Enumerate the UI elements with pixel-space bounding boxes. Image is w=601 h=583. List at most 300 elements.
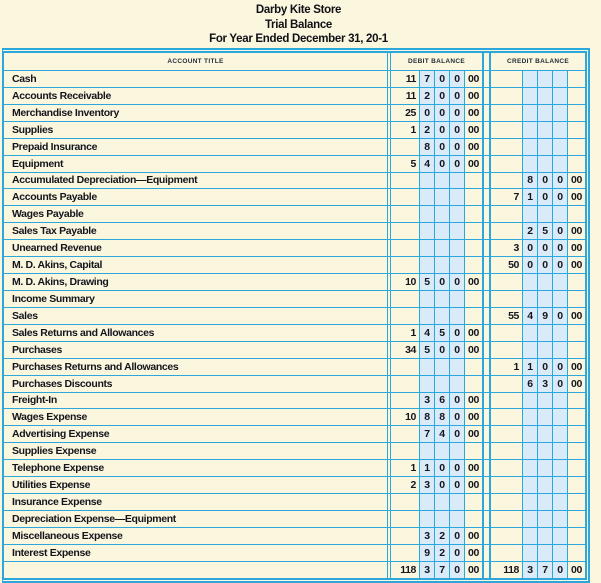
amount-digit-cell <box>522 409 537 425</box>
debit-amount-cell <box>387 494 484 510</box>
amount-digit-cell: 0 <box>449 393 464 409</box>
amount-digit-cell: 00 <box>464 460 482 476</box>
amount-digit-cell <box>391 359 419 375</box>
table-row <box>4 205 585 222</box>
debit-amount-cell <box>387 173 484 189</box>
account-title-cell: Accounts Payable <box>12 191 97 204</box>
amount-digit-cell: 0 <box>537 189 552 205</box>
table-row <box>4 290 585 307</box>
debit-amount-cell <box>387 189 484 205</box>
table-row <box>4 70 585 87</box>
table-row <box>4 358 585 375</box>
amount-digit-cell: 2 <box>434 545 449 561</box>
amount-digit-cell <box>491 291 522 307</box>
amount-digit-cell <box>522 545 537 561</box>
amount-digit-cell <box>552 71 567 87</box>
amount-digit-cell <box>537 139 552 155</box>
account-title-cell: Telephone Expense <box>12 462 104 475</box>
amount-digit-cell: 2 <box>410 479 416 492</box>
credit-amount-cell <box>489 223 585 239</box>
amount-digit-cell: 4 <box>434 426 449 442</box>
account-title-cell: Purchases <box>12 343 62 356</box>
amount-digit-cell <box>391 393 419 409</box>
debit-amount-cell <box>387 426 484 442</box>
amount-digit-cell <box>552 528 567 544</box>
debit-amount-cell <box>387 460 484 476</box>
amount-digit-cell: 5 <box>419 274 434 290</box>
amount-digit-cell <box>419 308 434 324</box>
amount-digit-cell <box>552 291 567 307</box>
amount-digit-cell <box>434 223 449 239</box>
debit-amount-cell <box>387 274 484 290</box>
amount-digit-cell <box>552 511 567 527</box>
amount-digit-cell <box>567 477 585 493</box>
amount-digit-cell <box>537 105 552 121</box>
debit-amount-cell <box>387 223 484 239</box>
amount-digit-cell <box>449 223 464 239</box>
account-title-cell: Sales <box>12 309 38 322</box>
amount-digit-cell: 0 <box>449 105 464 121</box>
totals-row <box>4 561 585 578</box>
debit-amount-cell <box>387 342 484 358</box>
debit-amount-cell <box>387 562 484 578</box>
amount-digit-cell: 5 <box>410 157 416 170</box>
amount-digit-cell: 7 <box>434 562 449 578</box>
amount-digit-cell: 0 <box>522 240 537 256</box>
amount-digit-cell <box>537 460 552 476</box>
debit-amount-cell <box>387 308 484 324</box>
amount-digit-cell: 10 <box>405 276 416 289</box>
credit-amount-cell <box>489 342 585 358</box>
amount-digit-cell: 0 <box>552 240 567 256</box>
amount-digit-cell <box>491 156 522 172</box>
amount-digit-cell: 118 <box>400 563 416 576</box>
amount-digit-cell: 0 <box>434 477 449 493</box>
amount-digit-cell <box>491 342 522 358</box>
amount-digit-cell: 0 <box>449 139 464 155</box>
amount-digit-cell <box>567 274 585 290</box>
amount-digit-cell: 0 <box>537 173 552 189</box>
account-title-cell: Interest Expense <box>12 546 91 559</box>
amount-digit-cell <box>391 494 419 510</box>
amount-digit-cell <box>537 393 552 409</box>
amount-digit-cell: 00 <box>464 409 482 425</box>
amount-digit-cell <box>391 240 419 256</box>
table-row <box>4 188 585 205</box>
amount-digit-cell <box>567 511 585 527</box>
amount-digit-cell: 00 <box>567 257 585 273</box>
debit-amount-cell <box>387 71 484 87</box>
amount-digit-cell: 0 <box>449 88 464 104</box>
amount-digit-cell: 00 <box>464 156 482 172</box>
amount-digit-cell <box>434 494 449 510</box>
amount-digit-cell <box>537 156 552 172</box>
amount-digit-cell <box>491 393 522 409</box>
table-row <box>4 425 585 442</box>
amount-digit-cell <box>537 325 552 341</box>
amount-digit-cell <box>491 528 522 544</box>
amount-digit-cell: 0 <box>449 528 464 544</box>
amount-digit-cell <box>522 88 537 104</box>
amount-digit-cell: 2 <box>434 528 449 544</box>
amount-digit-cell: 0 <box>449 274 464 290</box>
amount-digit-cell <box>449 257 464 273</box>
amount-digit-cell: 0 <box>434 342 449 358</box>
amount-digit-cell <box>434 511 449 527</box>
amount-digit-cell: 5 <box>419 342 434 358</box>
amount-digit-cell <box>537 409 552 425</box>
amount-digit-cell <box>522 122 537 138</box>
amount-digit-cell <box>552 477 567 493</box>
amount-digit-cell: 7 <box>537 562 552 578</box>
amount-digit-cell <box>464 376 482 392</box>
debit-amount-cell <box>387 325 484 341</box>
amount-digit-cell <box>552 156 567 172</box>
amount-digit-cell <box>537 122 552 138</box>
credit-amount-cell <box>489 409 585 425</box>
amount-digit-cell <box>537 443 552 459</box>
amount-digit-cell: 0 <box>552 562 567 578</box>
amount-digit-cell <box>391 206 419 222</box>
amount-digit-cell <box>552 122 567 138</box>
table-row <box>4 121 585 138</box>
debit-amount-cell <box>387 291 484 307</box>
amount-digit-cell: 0 <box>449 409 464 425</box>
amount-digit-cell: 2 <box>419 122 434 138</box>
account-title-cell: Unearned Revenue <box>12 242 102 255</box>
amount-digit-cell <box>449 173 464 189</box>
amount-digit-cell <box>449 240 464 256</box>
amount-digit-cell: 0 <box>449 562 464 578</box>
credit-amount-cell <box>489 257 585 273</box>
amount-digit-cell <box>537 206 552 222</box>
amount-digit-cell: 25 <box>405 106 416 119</box>
credit-amount-cell <box>489 460 585 476</box>
amount-digit-cell <box>567 206 585 222</box>
amount-digit-cell <box>491 88 522 104</box>
amount-digit-cell: 11 <box>405 89 416 102</box>
amount-digit-cell <box>391 139 419 155</box>
debit-amount-cell <box>387 409 484 425</box>
amount-digit-cell: 0 <box>449 426 464 442</box>
amount-digit-cell <box>552 409 567 425</box>
amount-digit-cell: 8 <box>522 173 537 189</box>
account-title-cell: Advertising Expense <box>12 428 110 441</box>
account-title-cell: Depreciation Expense—Equipment <box>12 512 176 525</box>
amount-digit-cell <box>491 223 522 239</box>
amount-digit-cell: 00 <box>567 376 585 392</box>
amount-digit-cell <box>491 139 522 155</box>
amount-digit-cell <box>391 376 419 392</box>
amount-digit-cell <box>522 274 537 290</box>
amount-digit-cell: 0 <box>434 88 449 104</box>
amount-digit-cell: 0 <box>434 460 449 476</box>
amount-digit-cell <box>419 189 434 205</box>
amount-digit-cell <box>522 156 537 172</box>
amount-digit-cell <box>434 291 449 307</box>
amount-digit-cell <box>449 376 464 392</box>
amount-digit-cell <box>464 443 482 459</box>
amount-digit-cell <box>567 443 585 459</box>
amount-digit-cell <box>537 291 552 307</box>
amount-digit-cell: 3 <box>537 376 552 392</box>
amount-digit-cell: 00 <box>464 274 482 290</box>
amount-digit-cell <box>464 223 482 239</box>
amount-digit-cell <box>567 291 585 307</box>
amount-digit-cell <box>552 426 567 442</box>
column-header-account: ACCOUNT TITLE <box>167 58 224 65</box>
amount-digit-cell <box>391 257 419 273</box>
account-title-cell: Accounts Receivable <box>12 89 111 102</box>
amount-digit-cell <box>419 206 434 222</box>
credit-amount-cell <box>489 325 585 341</box>
amount-digit-cell <box>419 376 434 392</box>
amount-digit-cell: 0 <box>434 122 449 138</box>
amount-digit-cell: 00 <box>567 562 585 578</box>
credit-amount-cell <box>489 240 585 256</box>
amount-digit-cell <box>491 477 522 493</box>
amount-digit-cell: 4 <box>419 156 434 172</box>
amount-digit-cell <box>391 223 419 239</box>
amount-digit-cell <box>491 173 522 189</box>
amount-digit-cell <box>522 426 537 442</box>
account-title-cell: Accumulated Depreciation—Equipment <box>12 174 198 187</box>
amount-digit-cell <box>419 257 434 273</box>
amount-digit-cell <box>449 359 464 375</box>
credit-amount-cell <box>489 156 585 172</box>
amount-digit-cell <box>552 139 567 155</box>
account-title-cell: Insurance Expense <box>12 496 102 508</box>
debit-amount-cell <box>387 511 484 527</box>
amount-digit-cell: 0 <box>449 477 464 493</box>
amount-digit-cell <box>522 139 537 155</box>
debit-amount-cell <box>387 139 484 155</box>
amount-digit-cell: 0 <box>537 257 552 273</box>
amount-digit-cell: 3 <box>419 528 434 544</box>
amount-digit-cell: 00 <box>464 139 482 155</box>
report-title-block <box>0 3 597 47</box>
credit-amount-cell <box>489 139 585 155</box>
amount-digit-cell <box>434 359 449 375</box>
amount-digit-cell: 0 <box>552 257 567 273</box>
amount-digit-cell <box>522 342 537 358</box>
amount-digit-cell <box>391 545 419 561</box>
amount-digit-cell: 50 <box>508 259 519 272</box>
amount-digit-cell: 3 <box>419 393 434 409</box>
credit-amount-cell <box>489 359 585 375</box>
amount-digit-cell: 9 <box>537 308 552 324</box>
amount-digit-cell <box>419 494 434 510</box>
amount-digit-cell <box>567 494 585 510</box>
amount-digit-cell <box>567 71 585 87</box>
amount-digit-cell <box>522 206 537 222</box>
amount-digit-cell <box>522 511 537 527</box>
credit-amount-cell <box>489 426 585 442</box>
table-row <box>4 527 585 544</box>
amount-digit-cell <box>434 189 449 205</box>
column-header-debit: DEBIT BALANCE <box>387 53 484 70</box>
account-title-cell: Equipment <box>12 157 64 170</box>
credit-amount-cell <box>489 545 585 561</box>
amount-digit-cell <box>491 460 522 476</box>
credit-amount-cell <box>489 562 585 578</box>
amount-digit-cell <box>434 173 449 189</box>
amount-digit-cell <box>434 443 449 459</box>
amount-digit-cell: 3 <box>522 562 537 578</box>
amount-digit-cell: 55 <box>508 309 519 322</box>
table-row <box>4 493 585 510</box>
amount-digit-cell <box>567 393 585 409</box>
amount-digit-cell <box>464 173 482 189</box>
report-name: Trial Balance <box>264 18 333 31</box>
amount-digit-cell <box>522 105 537 121</box>
amount-digit-cell <box>552 105 567 121</box>
amount-digit-cell <box>491 494 522 510</box>
credit-amount-cell <box>489 173 585 189</box>
amount-digit-cell <box>522 477 537 493</box>
amount-digit-cell: 00 <box>464 325 482 341</box>
amount-digit-cell: 00 <box>567 359 585 375</box>
amount-digit-cell: 0 <box>552 376 567 392</box>
account-title-cell: Freight-In <box>12 394 57 407</box>
amount-digit-cell <box>419 511 434 527</box>
amount-digit-cell: 00 <box>464 545 482 561</box>
table-row <box>4 273 585 290</box>
debit-amount-cell <box>387 359 484 375</box>
amount-digit-cell <box>537 88 552 104</box>
amount-digit-cell <box>464 359 482 375</box>
amount-digit-cell <box>537 545 552 561</box>
amount-digit-cell <box>537 342 552 358</box>
amount-digit-cell: 1 <box>419 460 434 476</box>
amount-digit-cell <box>419 223 434 239</box>
amount-digit-cell <box>552 206 567 222</box>
amount-digit-cell: 00 <box>567 189 585 205</box>
account-title-cell: Purchases Discounts <box>12 377 113 390</box>
account-title-cell: Cash <box>12 72 37 85</box>
table-row <box>4 442 585 459</box>
amount-digit-cell <box>522 291 537 307</box>
amount-digit-cell <box>491 511 522 527</box>
amount-digit-cell: 0 <box>552 308 567 324</box>
credit-amount-cell <box>489 528 585 544</box>
table-row <box>4 392 585 409</box>
amount-digit-cell <box>449 494 464 510</box>
amount-digit-cell: 7 <box>419 426 434 442</box>
amount-digit-cell <box>449 206 464 222</box>
amount-digit-cell <box>434 240 449 256</box>
amount-digit-cell: 2 <box>522 223 537 239</box>
amount-digit-cell <box>522 393 537 409</box>
amount-digit-cell <box>537 426 552 442</box>
amount-digit-cell: 9 <box>419 545 434 561</box>
amount-digit-cell: 6 <box>434 393 449 409</box>
credit-amount-cell <box>489 274 585 290</box>
account-title-cell: Sales Tax Payable <box>12 225 97 238</box>
amount-digit-cell: 00 <box>464 105 482 121</box>
amount-digit-cell: 11 <box>405 72 416 85</box>
amount-digit-cell <box>552 393 567 409</box>
table-row <box>4 408 585 425</box>
table-row <box>4 155 585 172</box>
amount-digit-cell <box>464 291 482 307</box>
amount-digit-cell <box>552 342 567 358</box>
amount-digit-cell <box>491 274 522 290</box>
amount-digit-cell: 4 <box>522 308 537 324</box>
amount-digit-cell <box>491 122 522 138</box>
amount-digit-cell: 8 <box>434 409 449 425</box>
amount-digit-cell: 1 <box>522 359 537 375</box>
account-title-cell: Utilities Expense <box>12 479 91 492</box>
table-row <box>4 87 585 104</box>
amount-digit-cell <box>522 460 537 476</box>
amount-digit-cell: 6 <box>522 376 537 392</box>
amount-digit-cell <box>449 189 464 205</box>
amount-digit-cell <box>567 122 585 138</box>
amount-digit-cell: 8 <box>419 139 434 155</box>
amount-digit-cell <box>434 206 449 222</box>
debit-amount-cell <box>387 545 484 561</box>
debit-amount-cell <box>387 240 484 256</box>
amount-digit-cell <box>522 494 537 510</box>
amount-digit-cell <box>419 291 434 307</box>
table-row <box>4 510 585 527</box>
credit-amount-cell <box>489 376 585 392</box>
amount-digit-cell: 7 <box>419 71 434 87</box>
amount-digit-cell <box>552 325 567 341</box>
amount-digit-cell <box>449 443 464 459</box>
amount-digit-cell: 00 <box>567 173 585 189</box>
debit-amount-cell <box>387 257 484 273</box>
amount-digit-cell <box>419 173 434 189</box>
amount-digit-cell <box>449 308 464 324</box>
amount-digit-cell <box>537 494 552 510</box>
amount-digit-cell <box>391 173 419 189</box>
amount-digit-cell <box>434 308 449 324</box>
account-title-cell: Wages Payable <box>12 208 84 221</box>
amount-digit-cell <box>491 545 522 561</box>
debit-amount-cell <box>387 105 484 121</box>
amount-digit-cell: 0 <box>449 325 464 341</box>
amount-digit-cell <box>537 528 552 544</box>
amount-digit-cell: 5 <box>537 223 552 239</box>
amount-digit-cell <box>464 206 482 222</box>
amount-digit-cell: 0 <box>419 105 434 121</box>
amount-digit-cell: 0 <box>552 359 567 375</box>
amount-digit-cell: 1 <box>410 326 416 339</box>
amount-digit-cell <box>567 426 585 442</box>
credit-amount-cell <box>489 71 585 87</box>
amount-digit-cell: 00 <box>567 240 585 256</box>
account-title-cell: Prepaid Insurance <box>12 140 98 153</box>
table-row <box>4 324 585 341</box>
amount-digit-cell: 00 <box>464 562 482 578</box>
account-title-cell: M. D. Akins, Drawing <box>12 276 109 289</box>
credit-amount-cell <box>489 511 585 527</box>
amount-digit-cell <box>434 376 449 392</box>
amount-digit-cell: 8 <box>419 409 434 425</box>
amount-digit-cell: 0 <box>434 71 449 87</box>
credit-amount-cell <box>489 206 585 222</box>
amount-digit-cell <box>567 460 585 476</box>
amount-digit-cell <box>522 71 537 87</box>
amount-digit-cell <box>567 409 585 425</box>
amount-digit-cell <box>391 308 419 324</box>
amount-digit-cell <box>434 257 449 273</box>
amount-digit-cell <box>552 460 567 476</box>
amount-digit-cell <box>522 443 537 459</box>
amount-digit-cell <box>391 511 419 527</box>
